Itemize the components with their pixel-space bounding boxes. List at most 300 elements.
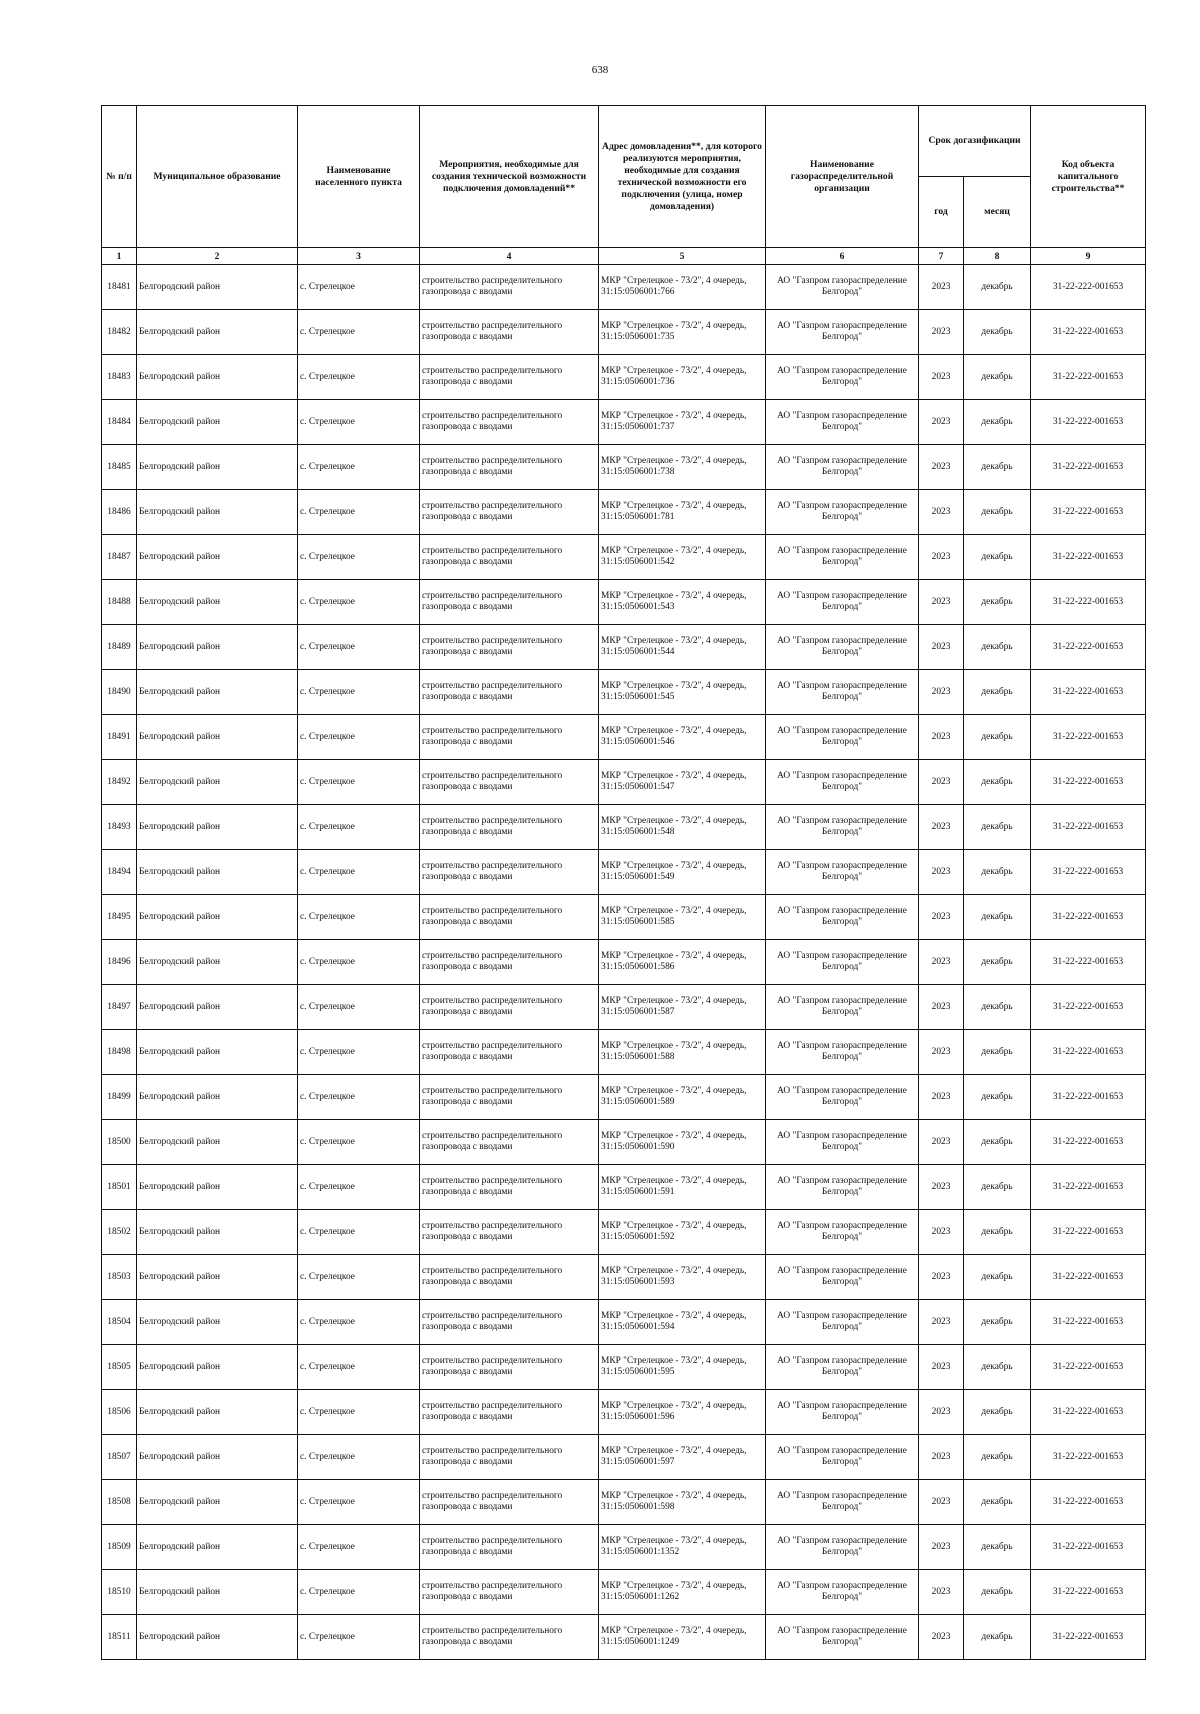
locality-cell: с. Стрелецкое [298,445,420,490]
event-cell: строительство распределительного газопровода с вводами [420,1345,599,1390]
locality-cell: с. Стрелецкое [298,1390,420,1435]
row-number: 18500 [102,1120,137,1165]
org-cell: АО "Газпром газораспределение Белгород" [766,1210,919,1255]
column-number: 6 [766,248,919,265]
locality-cell: с. Стрелецкое [298,1345,420,1390]
code-cell: 31-22-222-001653 [1031,1480,1146,1525]
address-cell: МКР "Стрелецкое - 73/2", 4 очередь, 31:15:0506001:1262 [599,1570,766,1615]
row-number: 18499 [102,1075,137,1120]
event-cell: строительство распределительного газопровода с вводами [420,445,599,490]
table-row [102,715,1146,760]
municipality-cell: Белгородский район [137,985,298,1030]
code-cell: 31-22-222-001653 [1031,1345,1146,1390]
year-cell: 2023 [919,760,964,805]
table-row [102,1345,1146,1390]
org-cell: АО "Газпром газораспределение Белгород" [766,895,919,940]
municipality-cell: Белгородский район [137,1480,298,1525]
municipality-cell: Белгородский район [137,670,298,715]
municipality-cell: Белгородский район [137,1615,298,1660]
year-cell: 2023 [919,535,964,580]
municipality-cell: Белгородский район [137,940,298,985]
address-cell: МКР "Стрелецкое - 73/2", 4 очередь, 31:15:0506001:543 [599,580,766,625]
row-number: 18487 [102,535,137,580]
code-cell: 31-22-222-001653 [1031,445,1146,490]
org-cell: АО "Газпром газораспределение Белгород" [766,1345,919,1390]
year-cell: 2023 [919,670,964,715]
year-cell: 2023 [919,310,964,355]
address-cell: МКР "Стрелецкое - 73/2", 4 очередь, 31:15:0506001:735 [599,310,766,355]
month-cell: декабрь [964,490,1031,535]
code-cell: 31-22-222-001653 [1031,940,1146,985]
org-cell: АО "Газпром газораспределение Белгород" [766,355,919,400]
locality-cell: с. Стрелецкое [298,1075,420,1120]
code-cell: 31-22-222-001653 [1031,1165,1146,1210]
locality-cell: с. Стрелецкое [298,760,420,805]
org-cell: АО "Газпром газораспределение Белгород" [766,580,919,625]
municipality-cell: Белгородский район [137,1570,298,1615]
municipality-cell: Белгородский район [137,760,298,805]
event-cell: строительство распределительного газопровода с вводами [420,850,599,895]
year-cell: 2023 [919,490,964,535]
event-cell: строительство распределительного газопровода с вводами [420,1210,599,1255]
row-number: 18486 [102,490,137,535]
month-cell: декабрь [964,1300,1031,1345]
locality-cell: с. Стрелецкое [298,1255,420,1300]
event-cell: строительство распределительного газопровода с вводами [420,625,599,670]
month-cell: декабрь [964,715,1031,760]
locality-cell: с. Стрелецкое [298,1300,420,1345]
org-cell: АО "Газпром газораспределение Белгород" [766,445,919,490]
month-cell: декабрь [964,445,1031,490]
month-cell: декабрь [964,1345,1031,1390]
event-cell: строительство распределительного газопровода с вводами [420,940,599,985]
event-cell: строительство распределительного газопровода с вводами [420,265,599,310]
address-cell: МКР "Стрелецкое - 73/2", 4 очередь, 31:15:0506001:589 [599,1075,766,1120]
municipality-cell: Белгородский район [137,1255,298,1300]
locality-cell: с. Стрелецкое [298,850,420,895]
year-cell: 2023 [919,895,964,940]
year-cell: 2023 [919,850,964,895]
table-row [102,985,1146,1030]
code-cell: 31-22-222-001653 [1031,1525,1146,1570]
table-row [102,805,1146,850]
row-number: 18502 [102,1210,137,1255]
month-cell: декабрь [964,1615,1031,1660]
org-cell: АО "Газпром газораспределение Белгород" [766,310,919,355]
year-cell: 2023 [919,985,964,1030]
address-cell: МКР "Стрелецкое - 73/2", 4 очередь, 31:15:0506001:737 [599,400,766,445]
year-cell: 2023 [919,445,964,490]
year-cell: 2023 [919,940,964,985]
table-row [102,1030,1146,1075]
locality-cell: с. Стрелецкое [298,310,420,355]
event-cell: строительство распределительного газопровода с вводами [420,1165,599,1210]
header-year: год [919,177,964,248]
address-cell: МКР "Стрелецкое - 73/2", 4 очередь, 31:15:0506001:596 [599,1390,766,1435]
address-cell: МКР "Стрелецкое - 73/2", 4 очередь, 31:15:0506001:587 [599,985,766,1030]
month-cell: декабрь [964,625,1031,670]
address-cell: МКР "Стрелецкое - 73/2", 4 очередь, 31:15:0506001:593 [599,1255,766,1300]
address-cell: МКР "Стрелецкое - 73/2", 4 очередь, 31:15:0506001:1249 [599,1615,766,1660]
municipality-cell: Белгородский район [137,310,298,355]
header-municipality: Муниципальное образование [137,106,298,248]
row-number: 18485 [102,445,137,490]
year-cell: 2023 [919,1615,964,1660]
locality-cell: с. Стрелецкое [298,1435,420,1480]
org-cell: АО "Газпром газораспределение Белгород" [766,1120,919,1165]
org-cell: АО "Газпром газораспределение Белгород" [766,535,919,580]
municipality-cell: Белгородский район [137,895,298,940]
code-cell: 31-22-222-001653 [1031,850,1146,895]
table-row [102,1435,1146,1480]
locality-cell: с. Стрелецкое [298,580,420,625]
event-cell: строительство распределительного газопровода с вводами [420,760,599,805]
municipality-cell: Белгородский район [137,1120,298,1165]
org-cell: АО "Газпром газораспределение Белгород" [766,1570,919,1615]
event-cell: строительство распределительного газопровода с вводами [420,1570,599,1615]
municipality-cell: Белгородский район [137,1525,298,1570]
address-cell: МКР "Стрелецкое - 73/2", 4 очередь, 31:15:0506001:591 [599,1165,766,1210]
municipality-cell: Белгородский район [137,490,298,535]
table-row [102,760,1146,805]
year-cell: 2023 [919,625,964,670]
municipality-cell: Белгородский район [137,805,298,850]
month-cell: декабрь [964,1075,1031,1120]
municipality-cell: Белгородский район [137,535,298,580]
header-org: Наименование газораспределительной организации [766,106,919,248]
code-cell: 31-22-222-001653 [1031,985,1146,1030]
locality-cell: с. Стрелецкое [298,1120,420,1165]
column-number: 4 [420,248,599,265]
row-number: 18492 [102,760,137,805]
code-cell: 31-22-222-001653 [1031,355,1146,400]
month-cell: декабрь [964,1120,1031,1165]
month-cell: декабрь [964,265,1031,310]
address-cell: МКР "Стрелецкое - 73/2", 4 очередь, 31:15:0506001:549 [599,850,766,895]
event-cell: строительство распределительного газопровода с вводами [420,355,599,400]
header-locality: Наименование населенного пункта [298,106,420,248]
municipality-cell: Белгородский район [137,445,298,490]
address-cell: МКР "Стрелецкое - 73/2", 4 очередь, 31:15:0506001:542 [599,535,766,580]
municipality-cell: Белгородский район [137,1165,298,1210]
code-cell: 31-22-222-001653 [1031,1390,1146,1435]
org-cell: АО "Газпром газораспределение Белгород" [766,1525,919,1570]
month-cell: декабрь [964,400,1031,445]
code-cell: 31-22-222-001653 [1031,1615,1146,1660]
event-cell: строительство распределительного газопровода с вводами [420,310,599,355]
address-cell: МКР "Стрелецкое - 73/2", 4 очередь, 31:15:0506001:545 [599,670,766,715]
month-cell: декабрь [964,1210,1031,1255]
code-cell: 31-22-222-001653 [1031,580,1146,625]
address-cell: МКР "Стрелецкое - 73/2", 4 очередь, 31:15:0506001:1352 [599,1525,766,1570]
locality-cell: с. Стрелецкое [298,535,420,580]
code-cell: 31-22-222-001653 [1031,1255,1146,1300]
row-number: 18508 [102,1480,137,1525]
locality-cell: с. Стрелецкое [298,1480,420,1525]
month-cell: декабрь [964,535,1031,580]
table-row [102,490,1146,535]
org-cell: АО "Газпром газораспределение Белгород" [766,1480,919,1525]
table-row [102,1615,1146,1660]
municipality-cell: Белгородский район [137,1390,298,1435]
locality-cell: с. Стрелецкое [298,625,420,670]
row-number: 18482 [102,310,137,355]
event-cell: строительство распределительного газопровода с вводами [420,490,599,535]
locality-cell: с. Стрелецкое [298,1210,420,1255]
table-row [102,580,1146,625]
municipality-cell: Белгородский район [137,580,298,625]
code-cell: 31-22-222-001653 [1031,1030,1146,1075]
row-number: 18498 [102,1030,137,1075]
address-cell: МКР "Стрелецкое - 73/2", 4 очередь, 31:15:0506001:594 [599,1300,766,1345]
table-row [102,1255,1146,1300]
year-cell: 2023 [919,1570,964,1615]
code-cell: 31-22-222-001653 [1031,265,1146,310]
year-cell: 2023 [919,1390,964,1435]
municipality-cell: Белгородский район [137,850,298,895]
table-row [102,1570,1146,1615]
year-cell: 2023 [919,1300,964,1345]
table-row [102,1300,1146,1345]
gasification-table [101,105,1146,1660]
column-numbers-row [102,248,1146,265]
table-row [102,850,1146,895]
event-cell: строительство распределительного газопровода с вводами [420,1435,599,1480]
month-cell: декабрь [964,310,1031,355]
row-number: 18504 [102,1300,137,1345]
event-cell: строительство распределительного газопровода с вводами [420,805,599,850]
table-row [102,625,1146,670]
year-cell: 2023 [919,355,964,400]
locality-cell: с. Стрелецкое [298,715,420,760]
year-cell: 2023 [919,1210,964,1255]
month-cell: декабрь [964,355,1031,400]
locality-cell: с. Стрелецкое [298,940,420,985]
code-cell: 31-22-222-001653 [1031,310,1146,355]
year-cell: 2023 [919,1435,964,1480]
row-number: 18481 [102,265,137,310]
table-body [102,265,1146,1660]
table-row [102,670,1146,715]
locality-cell: с. Стрелецкое [298,1615,420,1660]
row-number: 18506 [102,1390,137,1435]
year-cell: 2023 [919,1075,964,1120]
table-row [102,355,1146,400]
table-row [102,1525,1146,1570]
table-row [102,1075,1146,1120]
row-number: 18511 [102,1615,137,1660]
address-cell: МКР "Стрелецкое - 73/2", 4 очередь, 31:15:0506001:586 [599,940,766,985]
row-number: 18501 [102,1165,137,1210]
year-cell: 2023 [919,715,964,760]
year-cell: 2023 [919,400,964,445]
header-row [102,106,1146,177]
table-row [102,265,1146,310]
org-cell: АО "Газпром газораспределение Белгород" [766,985,919,1030]
month-cell: декабрь [964,1255,1031,1300]
year-cell: 2023 [919,265,964,310]
org-cell: АО "Газпром газораспределение Белгород" [766,940,919,985]
page-number: 638 [591,64,609,76]
row-number: 18493 [102,805,137,850]
row-number: 18488 [102,580,137,625]
org-cell: АО "Газпром газораспределение Белгород" [766,1255,919,1300]
row-number: 18509 [102,1525,137,1570]
event-cell: строительство распределительного газопровода с вводами [420,1480,599,1525]
address-cell: МКР "Стрелецкое - 73/2", 4 очередь, 31:15:0506001:585 [599,895,766,940]
year-cell: 2023 [919,1480,964,1525]
event-cell: строительство распределительного газопровода с вводами [420,1390,599,1435]
month-cell: декабрь [964,1525,1031,1570]
month-cell: декабрь [964,1480,1031,1525]
code-cell: 31-22-222-001653 [1031,400,1146,445]
org-cell: АО "Газпром газораспределение Белгород" [766,1030,919,1075]
event-cell: строительство распределительного газопровода с вводами [420,1525,599,1570]
address-cell: МКР "Стрелецкое - 73/2", 4 очередь, 31:15:0506001:595 [599,1345,766,1390]
month-cell: декабрь [964,580,1031,625]
address-cell: МКР "Стрелецкое - 73/2", 4 очередь, 31:15:0506001:590 [599,1120,766,1165]
address-cell: МКР "Стрелецкое - 73/2", 4 очередь, 31:15:0506001:588 [599,1030,766,1075]
table-row [102,1120,1146,1165]
code-cell: 31-22-222-001653 [1031,805,1146,850]
address-cell: МКР "Стрелецкое - 73/2", 4 очередь, 31:15:0506001:592 [599,1210,766,1255]
org-cell: АО "Газпром газораспределение Белгород" [766,805,919,850]
event-cell: строительство распределительного газопровода с вводами [420,1075,599,1120]
row-number: 18484 [102,400,137,445]
month-cell: декабрь [964,940,1031,985]
row-number: 18507 [102,1435,137,1480]
header-month: месяц [964,177,1031,248]
year-cell: 2023 [919,1030,964,1075]
municipality-cell: Белгородский район [137,715,298,760]
table-row [102,400,1146,445]
row-number: 18495 [102,895,137,940]
address-cell: МКР "Стрелецкое - 73/2", 4 очередь, 31:15:0506001:766 [599,265,766,310]
code-cell: 31-22-222-001653 [1031,1435,1146,1480]
event-cell: строительство распределительного газопровода с вводами [420,715,599,760]
code-cell: 31-22-222-001653 [1031,1120,1146,1165]
column-number: 3 [298,248,420,265]
month-cell: декабрь [964,1390,1031,1435]
table-row [102,1165,1146,1210]
table-row [102,445,1146,490]
org-cell: АО "Газпром газораспределение Белгород" [766,1615,919,1660]
municipality-cell: Белгородский район [137,1210,298,1255]
month-cell: декабрь [964,1030,1031,1075]
locality-cell: с. Стрелецкое [298,1030,420,1075]
header-address: Адрес домовладения**, для которого реализуются мероприятия, необходимые для создания технической возможности его подключения (улица, номер домовладения) [599,106,766,248]
year-cell: 2023 [919,1525,964,1570]
row-number: 18505 [102,1345,137,1390]
header-code: Код объекта капитального строительства** [1031,106,1146,248]
year-cell: 2023 [919,1165,964,1210]
locality-cell: с. Стрелецкое [298,895,420,940]
locality-cell: с. Стрелецкое [298,265,420,310]
org-cell: АО "Газпром газораспределение Белгород" [766,1075,919,1120]
locality-cell: с. Стрелецкое [298,1165,420,1210]
locality-cell: с. Стрелецкое [298,355,420,400]
code-cell: 31-22-222-001653 [1031,535,1146,580]
event-cell: строительство распределительного газопровода с вводами [420,895,599,940]
table-row [102,535,1146,580]
column-number: 9 [1031,248,1146,265]
event-cell: строительство распределительного газопровода с вводами [420,535,599,580]
header-event: Мероприятия, необходимые для создания технической возможности подключения домовладений** [420,106,599,248]
year-cell: 2023 [919,1120,964,1165]
row-number: 18496 [102,940,137,985]
event-cell: строительство распределительного газопровода с вводами [420,670,599,715]
event-cell: строительство распределительного газопровода с вводами [420,1255,599,1300]
column-number: 1 [102,248,137,265]
address-cell: МКР "Стрелецкое - 73/2", 4 очередь, 31:15:0506001:597 [599,1435,766,1480]
year-cell: 2023 [919,805,964,850]
code-cell: 31-22-222-001653 [1031,895,1146,940]
event-cell: строительство распределительного газопровода с вводами [420,1300,599,1345]
year-cell: 2023 [919,580,964,625]
code-cell: 31-22-222-001653 [1031,1570,1146,1615]
org-cell: АО "Газпром газораспределение Белгород" [766,265,919,310]
municipality-cell: Белгородский район [137,1345,298,1390]
code-cell: 31-22-222-001653 [1031,490,1146,535]
event-cell: строительство распределительного газопровода с вводами [420,580,599,625]
month-cell: декабрь [964,895,1031,940]
municipality-cell: Белгородский район [137,1030,298,1075]
address-cell: МКР "Стрелецкое - 73/2", 4 очередь, 31:15:0506001:544 [599,625,766,670]
column-number: 5 [599,248,766,265]
code-cell: 31-22-222-001653 [1031,1210,1146,1255]
column-number: 2 [137,248,298,265]
event-cell: строительство распределительного газопровода с вводами [420,1615,599,1660]
row-number: 18491 [102,715,137,760]
municipality-cell: Белгородский район [137,265,298,310]
row-number: 18489 [102,625,137,670]
code-cell: 31-22-222-001653 [1031,1075,1146,1120]
address-cell: МКР "Стрелецкое - 73/2", 4 очередь, 31:15:0506001:598 [599,1480,766,1525]
municipality-cell: Белгородский район [137,625,298,670]
header-term: Срок догазификации [919,106,1031,177]
address-cell: МКР "Стрелецкое - 73/2", 4 очередь, 31:15:0506001:781 [599,490,766,535]
locality-cell: с. Стрелецкое [298,805,420,850]
org-cell: АО "Газпром газораспределение Белгород" [766,490,919,535]
table-row [102,310,1146,355]
event-cell: строительство распределительного газопровода с вводами [420,1030,599,1075]
org-cell: АО "Газпром газораспределение Белгород" [766,1165,919,1210]
address-cell: МКР "Стрелецкое - 73/2", 4 очередь, 31:15:0506001:546 [599,715,766,760]
address-cell: МКР "Стрелецкое - 73/2", 4 очередь, 31:15:0506001:547 [599,760,766,805]
address-cell: МКР "Стрелецкое - 73/2", 4 очередь, 31:15:0506001:548 [599,805,766,850]
org-cell: АО "Газпром газораспределение Белгород" [766,1435,919,1480]
row-number: 18483 [102,355,137,400]
code-cell: 31-22-222-001653 [1031,760,1146,805]
row-number: 18503 [102,1255,137,1300]
org-cell: АО "Газпром газораспределение Белгород" [766,400,919,445]
locality-cell: с. Стрелецкое [298,985,420,1030]
month-cell: декабрь [964,1165,1031,1210]
month-cell: декабрь [964,805,1031,850]
year-cell: 2023 [919,1255,964,1300]
month-cell: декабрь [964,850,1031,895]
municipality-cell: Белгородский район [137,400,298,445]
row-number: 18510 [102,1570,137,1615]
locality-cell: с. Стрелецкое [298,670,420,715]
org-cell: АО "Газпром газораспределение Белгород" [766,715,919,760]
locality-cell: с. Стрелецкое [298,490,420,535]
month-cell: декабрь [964,985,1031,1030]
table-row [102,1390,1146,1435]
locality-cell: с. Стрелецкое [298,400,420,445]
code-cell: 31-22-222-001653 [1031,670,1146,715]
column-number: 8 [964,248,1031,265]
